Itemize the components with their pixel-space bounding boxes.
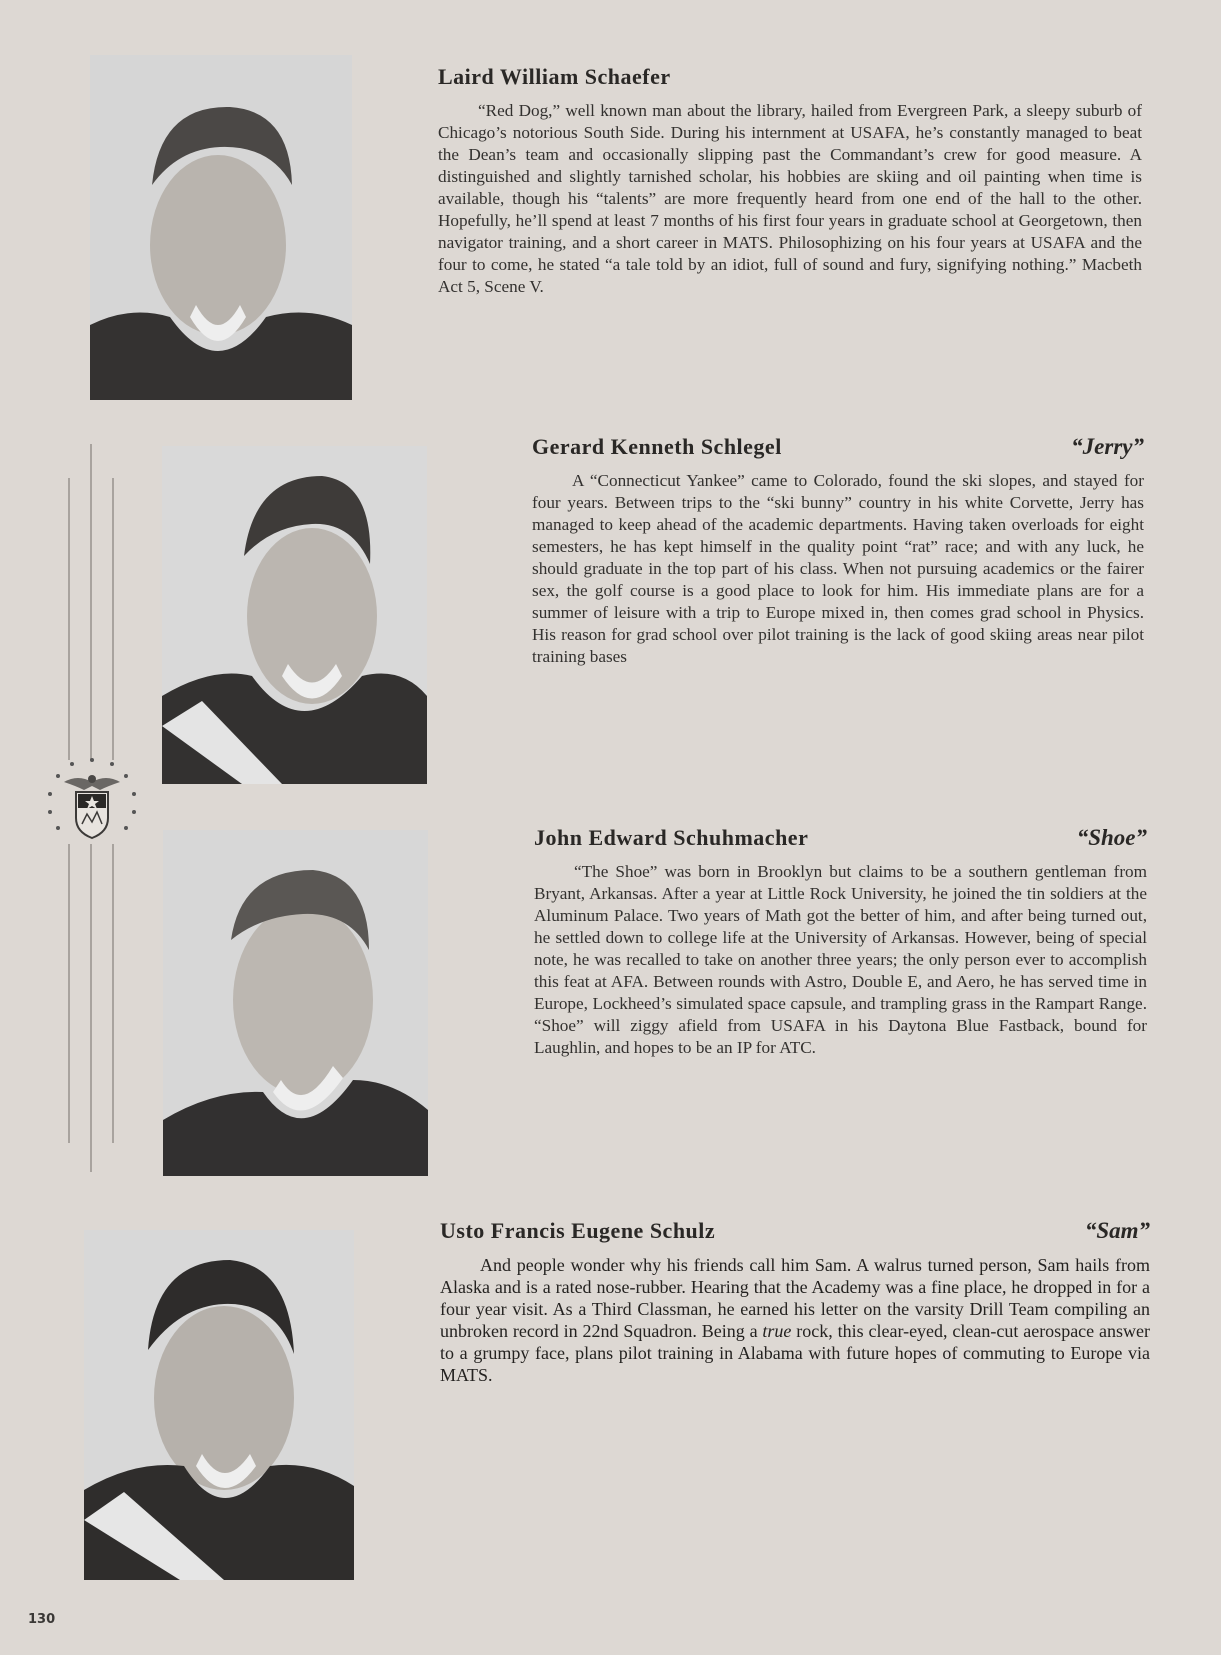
entry-bio: A “Connecticut Yankee” came to Colorado, found the ski slopes, and stayed for four years. Between trips to the “ski bunny” country in his white Corvette, Jerry has managed to keep ahead of the academic departments. Having taken overloads for eight semesters, he has kept himself in the quality point “rat” race; and with any luck, he should graduate in the top part of his class. When not pursuing academics or the fairer sex, the golf course is a good place to look for him. His immediate plans are for a summer of leisure with a trip to Europe mixed in, then comes grad school in Physics. His reason for grad school over pilot training is the lack of good skiing areas near pilot training bases xyxy=(532,471,1144,666)
entry-name: Laird William Schaefer xyxy=(438,64,671,89)
portrait-photo-schulz xyxy=(84,1230,354,1580)
entry-nickname: “Jerry” xyxy=(1071,434,1144,459)
bio-emphasis: true xyxy=(762,1321,792,1341)
entry-name: Usto Francis Eugene Schulz xyxy=(440,1218,716,1243)
portrait-photo-schlegel xyxy=(162,446,427,784)
academy-emblem-icon xyxy=(42,752,142,852)
entry-schulz xyxy=(440,1218,1150,1386)
entry-name: Gerard Kenneth Schlegel xyxy=(532,434,782,459)
entry-bio: “The Shoe” was born in Brooklyn but claims to be a southern gentleman from Bryant, Arkansas. After a year at Little Rock University, he joined the tin soldiers at the Aluminum Palace. Two years of Math got the better of him, and after being turned out, he settled down to college life at the University of Arkansas. However, being of special note, he was recalled to take on another three years; the only person ever to accomplish this feat at AFA. Between rounds with Astro, Double E, and Aero, he has served time in Europe, Lockheed’s simulated space capsule, and trampling grass in the Rampart Range. “Shoe” will ziggy afield from USAFA in his Daytona Blue Fastback, bound for Laughlin, and hopes to be an IP for ATC. xyxy=(534,862,1147,1057)
entry-name: John Edward Schuhmacher xyxy=(534,825,809,850)
entry-nickname: “Sam” xyxy=(1084,1218,1150,1243)
entry-schlegel xyxy=(532,434,1144,668)
entry-schaefer xyxy=(438,64,1142,298)
portrait-photo-schuhmacher xyxy=(163,830,428,1176)
bio-text: rock, this clear-eyed, clean-cut aerospace answer to a grumpy face, plans pilot training in Alabama with future hopes of commuting to Europe via MATS. xyxy=(440,1321,1150,1385)
entry-schuhmacher xyxy=(534,825,1147,1059)
bio-text: And people wonder why his friends call him Sam. A walrus turned person, Sam hails from Alaska and is a rated nose-rubber. Hearing that the Academy was a fine place, he dropped in for a four year visit. As a Third Classman, he earned his letter on the varsity Drill Team compiling an unbroken record in 22nd Squadron. Being a xyxy=(440,1255,1150,1341)
entry-nickname: “Shoe” xyxy=(1076,825,1147,850)
portrait-photo-schaefer xyxy=(90,55,352,400)
entry-bio xyxy=(440,1254,1150,1386)
entry-bio: “Red Dog,” well known man about the library, hailed from Evergreen Park, a sleepy suburb of Chicago’s notorious South Side. During his internment at USAFA, he’s constantly managed to beat the Dean’s team and occasionally slipping past the Commandant’s crew for good measure. A distinguished and slightly tarnished scholar, his hobbies are skiing and oil painting when time is available, though his “talents” are more frequently heard from one end of the hall to the other. Hopefully, he’ll spend at least 7 months of his first four years in graduate school at Georgetown, then navigator training, and a short career in MATS. Philosophizing on his four years at USAFA and the four to come, he stated “a tale told by an idiot, full of sound and fury, signifying nothing.” Macbeth Act 5, Scene V. xyxy=(438,101,1142,296)
page-number: 130 xyxy=(28,1612,56,1627)
